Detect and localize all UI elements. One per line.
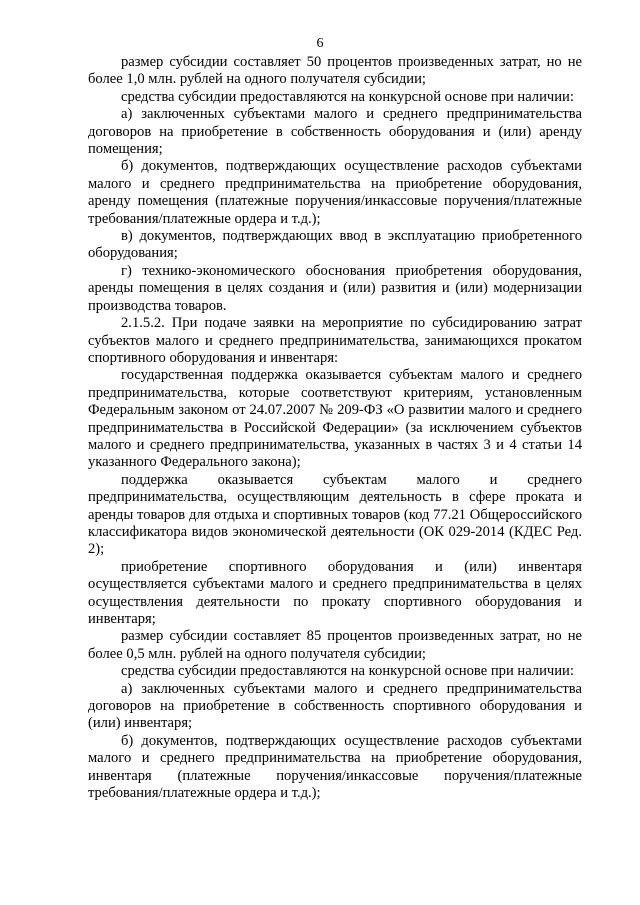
paragraph-subsidy-amount-85: размер субсидии составляет 85 процентов произведенных затрат, но не более 0,5 млн. рублей на одного получателя субсидии;: [88, 628, 582, 662]
paragraph-state-support-criteria: государственная поддержка оказывается субъектам малого и среднего предпринимательства, которые соответствуют критериям, установленным Федеральным законом от 24.07.2007 № 209-ФЗ «О развитии малого и среднего предпринимательства в Российской Федерации» (за исключением субъектов малого и среднего предпринимательства, указанных в частях 3 и 4 статьи 14 указанного Федерального закона);: [88, 367, 582, 471]
paragraph-competitive-basis-2: средства субсидии предоставляются на конкурсной основе при наличии:: [121, 663, 574, 680]
paragraph-item-v-commissioning: в) документов, подтверждающих ввод в эксплуатацию приобретенного оборудования;: [88, 228, 582, 262]
paragraph-subsidy-amount-50: размер субсидии составляет 50 процентов произведенных затрат, но не более 1,0 млн. рублей на одного получателя субсидии;: [88, 54, 582, 88]
paragraph-item-b-payment-documents: б) документов, подтверждающих осуществление расходов субъектами малого и среднего предпринимательства на приобретение оборудования, аренду помещения (платежные поручения/инкассовые поручения/платежные требования/платежные ордера и т.д.);: [88, 158, 582, 227]
paragraph-item-a-contracts: а) заключенных субъектами малого и среднего предпринимательства договоров на приобретение в собственность оборудования и (или) аренду помещения;: [88, 106, 582, 158]
page-number: 6: [316, 36, 324, 51]
document-body: [88, 54, 582, 802]
paragraph-item-b-sports-payment-documents: б) документов, подтверждающих осуществление расходов субъектами малого и среднего предпринимательства на приобретение оборудования, инвентаря (платежные поручения/инкассовые поручения/платежные требования/платежные ордера и т.д.);: [88, 732, 582, 802]
paragraph-competitive-basis: средства субсидии предоставляются на конкурсной основе при наличии:: [121, 88, 574, 105]
paragraph-section-2-1-5-2: 2.1.5.2. При подаче заявки на мероприятие по субсидированию затрат субъектов малого и среднего предпринимательства, занимающихся прокатом спортивного оборудования и инвентаря:: [88, 315, 582, 366]
paragraph-item-a-sports-contracts: а) заключенных субъектами малого и среднего предпринимательства договоров на приобретение в собственность спортивного оборудования и (или) инвентаря;: [88, 680, 582, 732]
paragraph-support-rental-sector: поддержка оказывается субъектам малого и среднего предпринимательства, осуществляющим деятельность в сфере проката и аренды товаров для отдыха и спортивных товаров (код 77.21 Общероссийского классификатора видов экономической деятельности (ОК 029-2014 (КДЕС Ред. 2);: [88, 471, 582, 558]
paragraph-sports-equipment-purchase: приобретение спортивного оборудования и (или) инвентаря осуществляется субъектами малого и среднего предпринимательства в целях осуществления деятельности по прокату спортивного оборудования и инвентаря;: [88, 558, 582, 627]
paragraph-item-g-feasibility: г) технико-экономического обоснования приобретения оборудования, аренды помещения в целях создания и (или) развития и (или) модернизации производства товаров.: [88, 262, 582, 314]
